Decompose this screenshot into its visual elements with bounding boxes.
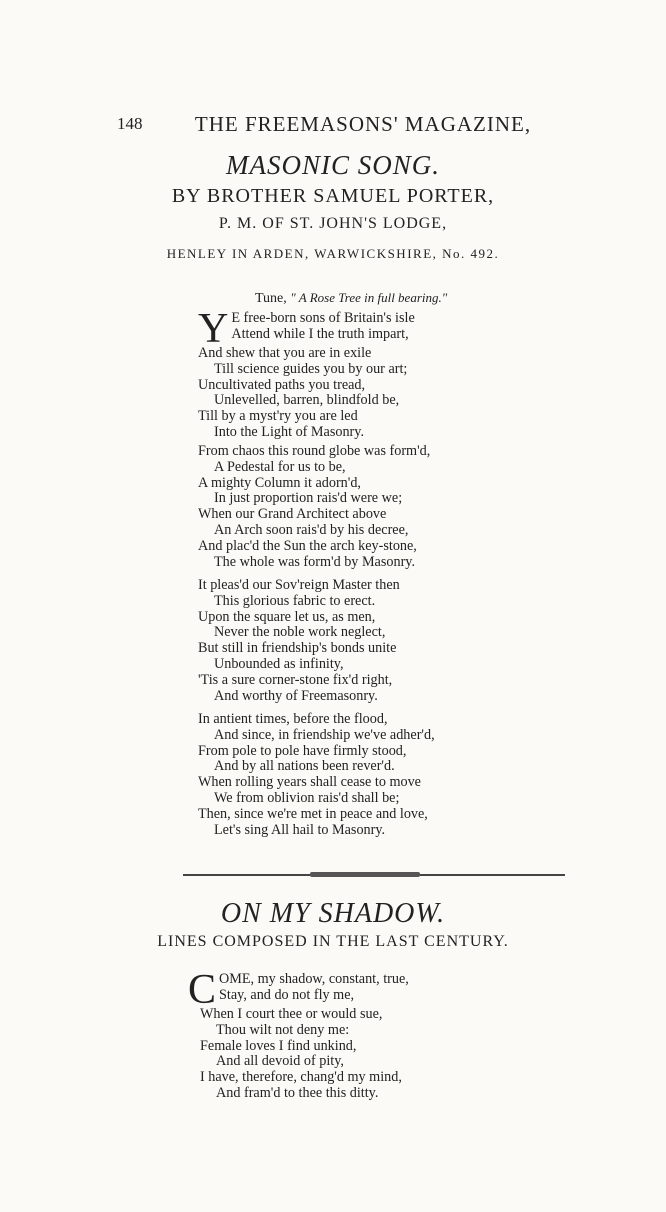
stanza-2 bbox=[198, 444, 430, 570]
verse-line: Unlevelled, barren, blindfold be, bbox=[214, 392, 400, 409]
song-title: MASONIC SONG. bbox=[226, 150, 440, 180]
verse-line: A Pedestal for us to be, bbox=[214, 458, 346, 475]
verse-line: When our Grand Architect above bbox=[198, 506, 387, 523]
verse-line: The whole was form'd by Masonry. bbox=[214, 553, 416, 570]
verse-line: Never the noble work neglect, bbox=[214, 624, 386, 641]
song-author-location: HENLEY IN ARDEN, WARWICKSHIRE, No. 492. bbox=[166, 246, 500, 261]
verse-line: But still in friendship's bonds unite bbox=[198, 640, 397, 657]
verse-line: Upon the square let us, as men, bbox=[198, 608, 376, 625]
tune-title: " A Rose Tree in full bearing." bbox=[290, 290, 448, 305]
verse-line: From pole to pole have firmly stood, bbox=[198, 742, 407, 759]
poem-subtitle: LINES COMPOSED IN THE LAST CENTURY. bbox=[157, 933, 509, 950]
page-number: 148 bbox=[117, 114, 143, 133]
verse-line: And since, in friendship we've adher'd, bbox=[214, 726, 435, 743]
song-byline: BY BROTHER SAMUEL PORTER, bbox=[171, 185, 495, 207]
verse-line: Unbounded as infinity, bbox=[214, 655, 344, 672]
verse-line: Attend while I the truth impart, bbox=[231, 325, 409, 342]
verse-line: I have, therefore, chang'd my mind, bbox=[200, 1069, 402, 1086]
verse-line: Till by a myst'ry you are led bbox=[198, 408, 358, 425]
verse-line: 'Tis a sure corner-stone fix'd right, bbox=[198, 671, 393, 688]
verse-line: Into the Light of Masonry. bbox=[214, 423, 364, 440]
drop-cap-y: Y bbox=[198, 306, 229, 352]
poem-stanza bbox=[188, 967, 409, 1102]
verse-line: Uncultivated paths you tread, bbox=[198, 376, 366, 393]
verse-line: Let's sing All hail to Masonry. bbox=[214, 821, 386, 838]
verse-line: And worthy of Freemasonry. bbox=[214, 687, 378, 704]
verse-line: OME, my shadow, constant, true, bbox=[219, 971, 409, 987]
verse-line: In just proportion rais'd were we; bbox=[214, 490, 403, 507]
drop-cap-c: C bbox=[188, 967, 217, 1013]
verse-line: Till science guides you by our art; bbox=[214, 360, 408, 377]
verse-line: When I court thee or would sue, bbox=[200, 1006, 383, 1022]
verse-line: Female loves I find unkind, bbox=[200, 1037, 357, 1054]
verse-line: E free-born sons of Britain's isle bbox=[231, 310, 415, 326]
section-divider-ornament bbox=[310, 872, 420, 877]
verse-line: In antient times, before the flood, bbox=[198, 711, 388, 727]
tune-label: Tune, bbox=[255, 291, 287, 306]
verse-line: Stay, and do not fly me, bbox=[219, 986, 355, 1003]
verse-line: And by all nations been rever'd. bbox=[214, 758, 395, 775]
verse-line: When rolling years shall cease to move bbox=[198, 774, 421, 791]
verse-line: Thou wilt not deny me: bbox=[216, 1021, 350, 1038]
verse-line: And fram'd to thee this ditty. bbox=[216, 1084, 379, 1101]
stanza-4 bbox=[198, 712, 435, 838]
stanza-3 bbox=[198, 578, 400, 704]
verse-line: And all devoid of pity, bbox=[216, 1053, 344, 1070]
verse-line: It pleas'd our Sov'reign Master then bbox=[198, 577, 400, 593]
stanza-1 bbox=[198, 306, 415, 441]
verse-line: And plac'd the Sun the arch key-stone, bbox=[198, 537, 417, 554]
verse-line: Then, since we're met in peace and love, bbox=[198, 805, 428, 822]
poem-title: ON MY SHADOW. bbox=[220, 898, 446, 929]
tune-line bbox=[255, 290, 447, 307]
verse-line: From chaos this round globe was form'd, bbox=[198, 443, 431, 459]
running-head: THE FREEMASONS' MAGAZINE, bbox=[194, 112, 532, 136]
verse-line: This glorious fabric to erect. bbox=[214, 592, 376, 609]
verse-line: We from oblivion rais'd shall be; bbox=[214, 789, 400, 806]
verse-line: A mighty Column it adorn'd, bbox=[198, 474, 361, 491]
verse-line: An Arch soon rais'd by his decree, bbox=[214, 521, 409, 538]
song-author-position: P. M. OF ST. JOHN'S LODGE, bbox=[218, 215, 448, 232]
verse-line: And shew that you are in exile bbox=[198, 345, 372, 361]
